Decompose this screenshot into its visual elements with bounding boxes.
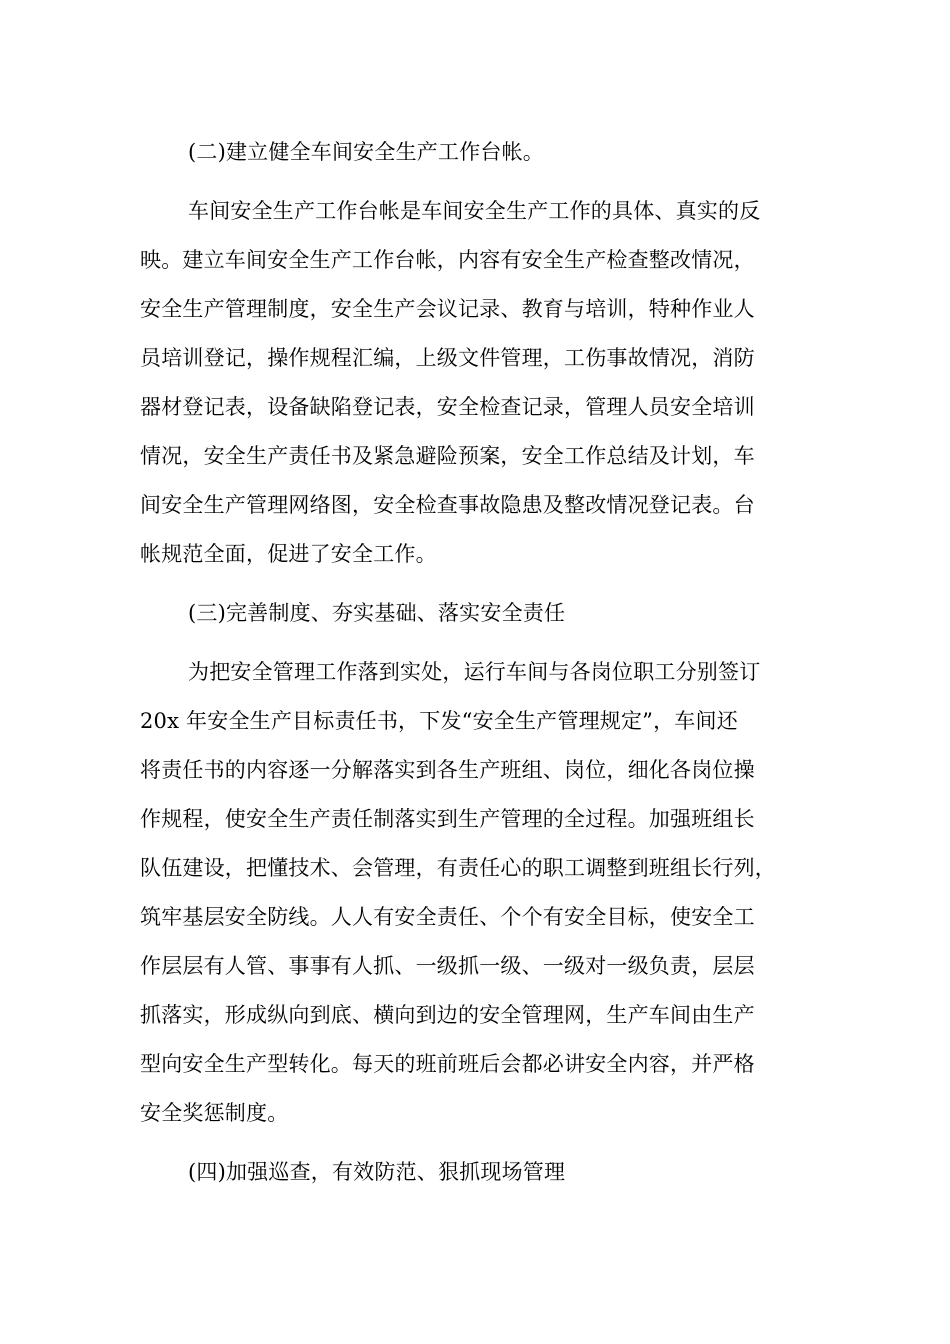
section-heading-3: (三)完善制度、夯实基础、落实安全责任 — [188, 601, 566, 625]
paragraph-line: 映。建立车间安全生产工作台帐，内容有安全生产检查整改情况， — [140, 248, 755, 272]
paragraph-line: 为把安全管理工作落到实处，运行车间与各岗位职工分别签订 — [188, 660, 761, 684]
paragraph-line: 抓落实，形成纵向到底、横向到边的安全管理网，生产车间由生产 — [140, 1003, 755, 1027]
paragraph-line: 安全奖惩制度。 — [140, 1101, 289, 1125]
paragraph-line: 情况，安全生产责任书及紧急避险预案，安全工作总结及计划，车 — [140, 444, 755, 468]
paragraph-line: 筑牢基层安全防线。人人有安全责任、个个有安全目标，使安全工 — [140, 905, 755, 929]
paragraph-line: 员培训登记，操作规程汇编，上级文件管理，工伤事故情况，消防 — [140, 346, 755, 370]
section-heading-2: (二)建立健全车间安全生产工作台帐。 — [188, 140, 544, 164]
paragraph-line: 队伍建设，把懂技术、会管理，有责任心的职工调整到班组长行列， — [140, 856, 776, 880]
paragraph-line: 间安全生产管理网络图，安全检查事故隐患及整改情况登记表。台 — [140, 493, 755, 517]
paragraph-line: 型向安全生产型转化。每天的班前班后会都必讲安全内容，并严格 — [140, 1052, 755, 1076]
paragraph-line: 作层层有人管、事事有人抓、一级抓一级、一级对一级负责，层层 — [140, 954, 755, 978]
paragraph-line: 作规程，使安全生产责任制落实到生产管理的全过程。加强班组长 — [140, 807, 755, 831]
paragraph-line: 帐规范全面，促进了安全工作。 — [140, 542, 437, 566]
paragraph-line: 车间安全生产工作台帐是车间安全生产工作的具体、真实的反 — [188, 199, 761, 223]
paragraph-line: 将责任书的内容逐一分解落实到各生产班组、岗位，细化各岗位操 — [140, 758, 755, 782]
paragraph-line: 器材登记表，设备缺陷登记表，安全检查记录，管理人员安全培训 — [140, 395, 755, 419]
paragraph-line: 安全生产管理制度，安全生产会议记录、教育与培训，特种作业人 — [140, 297, 755, 321]
paragraph-line: 20x 年安全生产目标责任书，下发“安全生产管理规定”，车间还 — [140, 709, 738, 733]
section-heading-4: (四)加强巡查，有效防范、狠抓现场管理 — [188, 1160, 566, 1184]
